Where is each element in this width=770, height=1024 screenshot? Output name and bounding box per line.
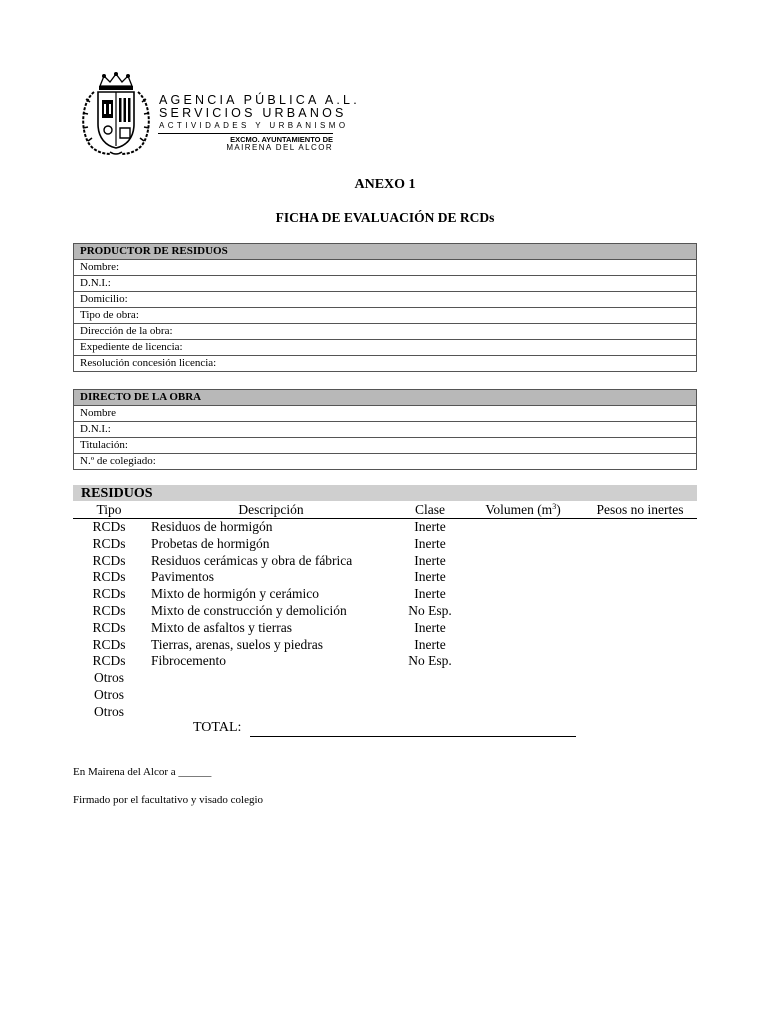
row-clase xyxy=(397,704,463,721)
field-direccion-obra[interactable]: Dirección de la obra: xyxy=(74,324,697,340)
field-dni[interactable]: D.N.I.: xyxy=(74,276,697,292)
row-pesos-cell[interactable] xyxy=(583,603,697,620)
row-descripcion xyxy=(145,670,397,687)
row-tipo: Otros xyxy=(94,686,124,702)
field-nombre[interactable]: Nombre: xyxy=(74,260,697,276)
residuos-table xyxy=(73,502,697,721)
row-volumen-cell[interactable] xyxy=(463,704,583,721)
productor-table xyxy=(73,243,697,372)
field-titulacion[interactable]: Titulación: xyxy=(74,438,697,454)
row-pesos-cell[interactable] xyxy=(583,620,697,637)
row-clase: Inerte xyxy=(414,552,446,568)
row-descripcion: Mixto de asfaltos y tierras xyxy=(151,619,292,635)
row-volumen-cell[interactable] xyxy=(463,536,583,553)
row-pesos-cell[interactable] xyxy=(583,553,697,570)
row-tipo: RCDs xyxy=(92,586,126,602)
col-clase: Clase xyxy=(397,502,463,519)
row-clase: Inerte xyxy=(414,586,446,602)
signature-line: Firmado por el facultativo y visado colegio xyxy=(73,794,264,806)
col-pesos: Pesos no inertes xyxy=(583,502,697,519)
row-descripcion xyxy=(145,704,397,721)
table-row xyxy=(73,553,697,570)
table-row xyxy=(73,620,697,637)
row-pesos-cell[interactable] xyxy=(583,519,697,536)
col-volumen: Volumen $(m^3)$ xyxy=(463,502,583,519)
row-tipo: RCDs xyxy=(92,552,126,568)
row-clase: Inerte xyxy=(414,619,446,635)
row-volumen-cell[interactable] xyxy=(463,637,583,654)
row-pesos-cell[interactable] xyxy=(583,704,697,721)
row-tipo: RCDs xyxy=(92,519,126,534)
field-expediente-licencia[interactable]: Expediente de licencia: xyxy=(74,340,697,356)
row-descripcion: Tierras, arenas, suelos y piedras xyxy=(151,636,323,652)
row-pesos-cell[interactable] xyxy=(583,586,697,603)
row-descripcion: Mixto de construcción y demolición xyxy=(151,602,347,618)
row-volumen-cell[interactable] xyxy=(463,687,583,704)
director-table xyxy=(73,389,697,470)
row-clase: Inerte xyxy=(414,569,446,585)
row-pesos-cell[interactable] xyxy=(583,653,697,670)
row-tipo: RCDs xyxy=(92,653,126,669)
table-row xyxy=(73,670,697,687)
ayuntamiento-line2: MAIRENA DEL ALCOR xyxy=(226,143,333,152)
table-row xyxy=(73,687,697,704)
row-volumen-cell[interactable] xyxy=(463,519,583,536)
header-rule xyxy=(158,133,333,134)
table-row xyxy=(73,519,697,536)
row-pesos-cell[interactable] xyxy=(583,670,697,687)
row-volumen-cell[interactable] xyxy=(463,553,583,570)
total-input-line[interactable] xyxy=(250,736,576,737)
row-descripcion: Pavimentos xyxy=(151,569,214,585)
document-subtitle: FICHA DE EVALUACIÓN DE RCDs xyxy=(275,210,495,225)
table-row xyxy=(73,637,697,654)
table-row xyxy=(73,653,697,670)
row-pesos-cell[interactable] xyxy=(583,536,697,553)
table-row xyxy=(73,603,697,620)
field-director-dni[interactable]: D.N.I.: xyxy=(74,422,697,438)
field-domicilio[interactable]: Domicilio: xyxy=(74,292,697,308)
coat-of-arms-icon xyxy=(80,72,152,156)
row-descripcion: Mixto de hormigón y cerámico xyxy=(151,586,319,602)
agency-name-line1: AGENCIA PÚBLICA A.L. xyxy=(159,93,360,107)
row-tipo: Otros xyxy=(94,703,124,719)
field-tipo-obra[interactable]: Tipo de obra: xyxy=(74,308,697,324)
row-volumen-cell[interactable] xyxy=(463,603,583,620)
row-volumen-cell[interactable] xyxy=(463,670,583,687)
row-clase xyxy=(397,687,463,704)
row-volumen-cell[interactable] xyxy=(463,620,583,637)
productor-heading: PRODUCTOR DE RESIDUOS xyxy=(74,244,697,260)
director-heading: DIRECTO DE LA OBRA xyxy=(74,390,697,406)
field-colegiado[interactable]: N.º de colegiado: xyxy=(74,454,697,470)
row-volumen-cell[interactable] xyxy=(463,569,583,586)
row-descripcion xyxy=(145,687,397,704)
row-volumen-cell[interactable] xyxy=(463,586,583,603)
row-clase: No Esp. xyxy=(408,653,452,669)
table-row xyxy=(73,536,697,553)
row-tipo: RCDs xyxy=(92,636,126,652)
col-tipo: Tipo xyxy=(73,502,145,519)
col-descripcion: Descripción xyxy=(145,502,397,519)
row-descripcion: Residuos cerámicas y obra de fábrica xyxy=(151,552,353,568)
row-descripcion: Residuos de hormigón xyxy=(151,519,273,534)
row-pesos-cell[interactable] xyxy=(583,637,697,654)
total-label: TOTAL: xyxy=(193,720,242,735)
row-clase: No Esp. xyxy=(408,602,452,618)
agency-name-line3: ACTIVIDADES Y URBANISMO xyxy=(159,121,349,130)
row-clase xyxy=(397,670,463,687)
row-tipo: RCDs xyxy=(92,602,126,618)
row-volumen-cell[interactable] xyxy=(463,653,583,670)
agency-name-line2: SERVICIOS URBANOS xyxy=(159,106,347,120)
table-row xyxy=(73,569,697,586)
row-clase: Inerte xyxy=(414,519,446,534)
row-pesos-cell[interactable] xyxy=(583,569,697,586)
residuos-heading: RESIDUOS xyxy=(73,485,697,501)
document-title: ANEXO 1 xyxy=(354,177,416,192)
row-tipo: RCDs xyxy=(92,619,126,635)
row-tipo: RCDs xyxy=(92,535,126,551)
row-pesos-cell[interactable] xyxy=(583,687,697,704)
row-descripcion: Probetas de hormigón xyxy=(151,535,270,551)
field-resolucion-licencia[interactable]: Resolución concesión licencia: xyxy=(74,356,697,372)
row-tipo: Otros xyxy=(94,670,124,686)
row-clase: Inerte xyxy=(414,636,446,652)
ayuntamiento-line1: EXCMO. AYUNTAMIENTO DE xyxy=(230,135,333,144)
row-tipo: RCDs xyxy=(92,569,126,585)
table-row xyxy=(73,586,697,603)
row-descripcion: Fibrocemento xyxy=(151,653,226,669)
place-date-line: En Mairena del Alcor a ______ xyxy=(73,766,212,778)
field-director-nombre[interactable]: Nombre xyxy=(74,406,697,422)
table-row xyxy=(73,704,697,721)
row-clase: Inerte xyxy=(414,535,446,551)
